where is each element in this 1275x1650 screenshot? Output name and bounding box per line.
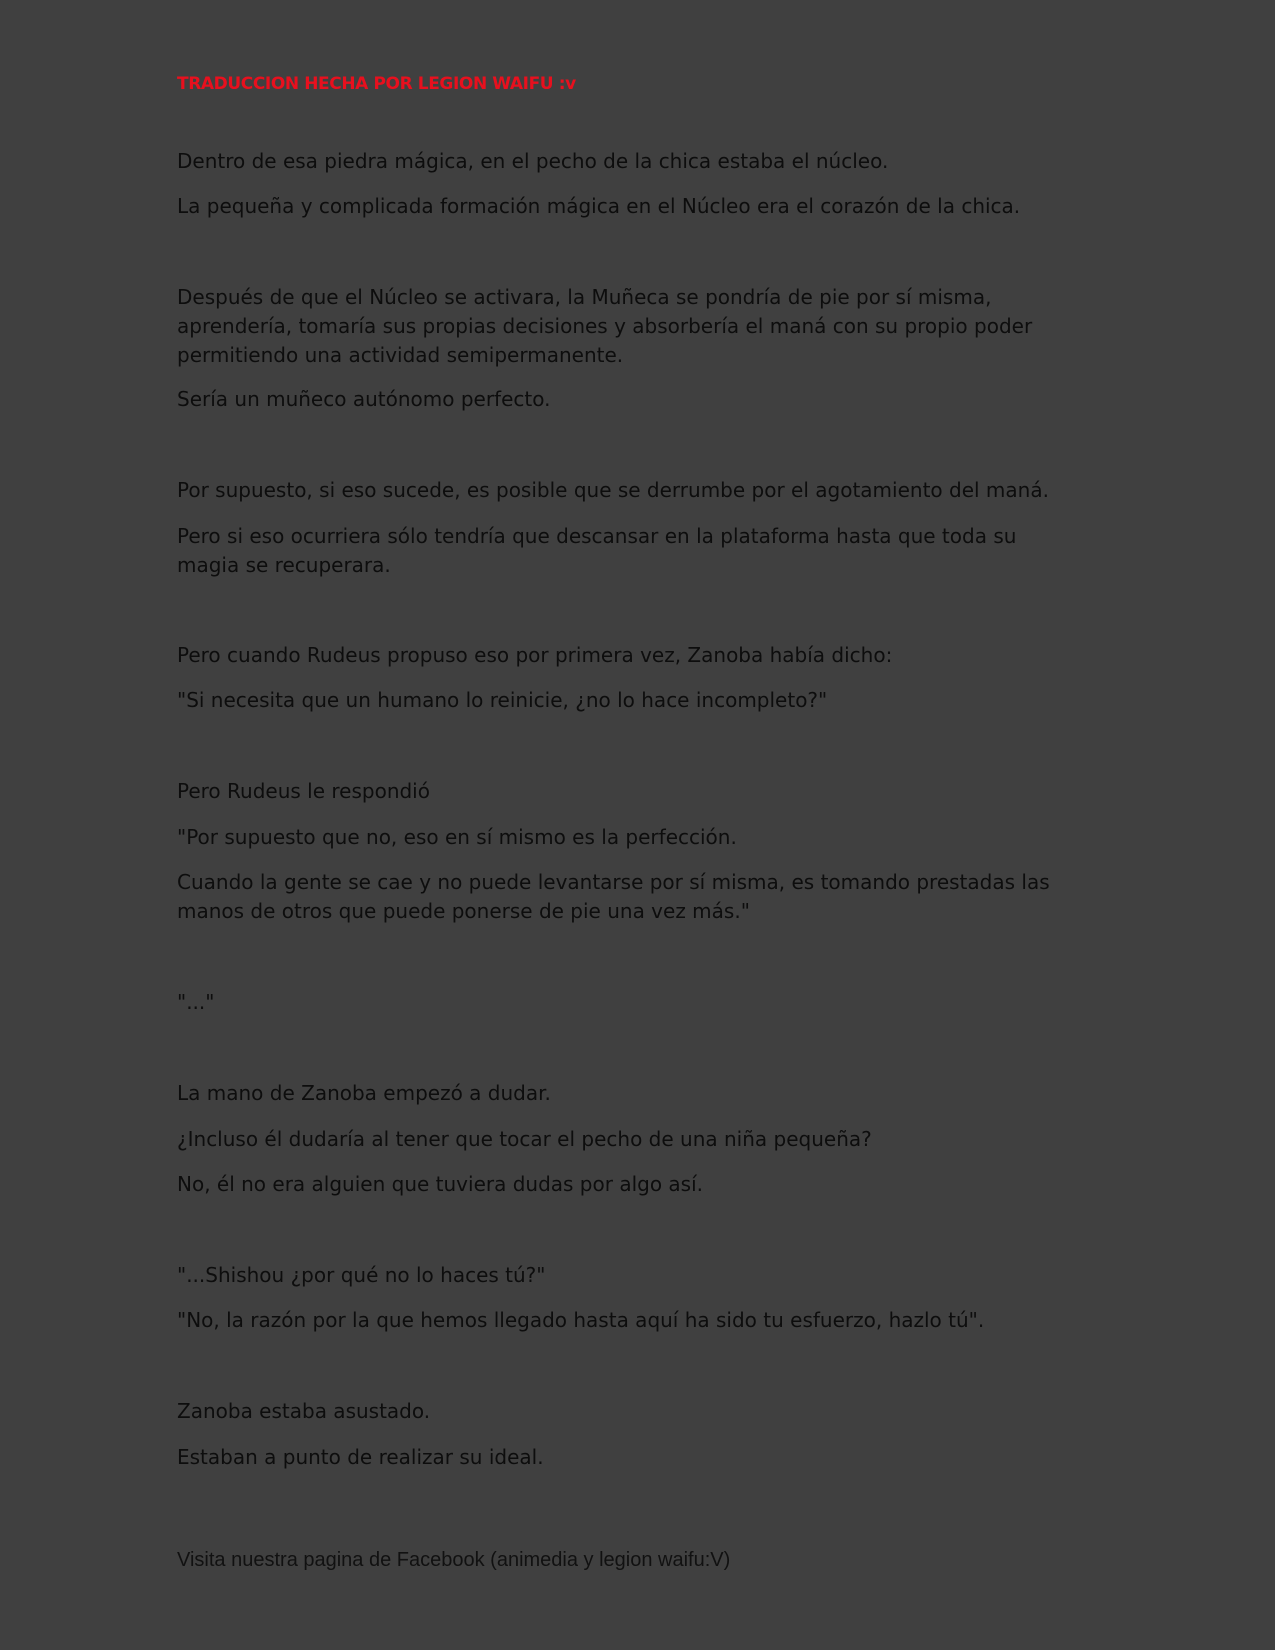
- paragraph: "...": [177, 990, 215, 1014]
- paragraph: "No, la razón por la que hemos llegado hasta aquí ha sido tu esfuerzo, hazlo tú".: [177, 1308, 985, 1332]
- document-page: [177, 0, 1097, 1650]
- paragraph: "...Shishou ¿por qué no lo haces tú?": [177, 1263, 546, 1287]
- paragraph: Dentro de esa piedra mágica, en el pecho de la chica estaba el núcleo.: [177, 149, 889, 173]
- paragraph: La pequeña y complicada formación mágica en el Núcleo era el corazón de la chica.: [177, 194, 1021, 218]
- facebook-footer-note: Visita nuestra pagina de Facebook (animedia y legion waifu:V): [177, 1549, 731, 1571]
- paragraph: Cuando la gente se cae y no puede levantarse por sí misma, es tomando prestadas las manos de otros que puede ponerse de pie una vez más.": [177, 870, 1050, 923]
- paragraph: Después de que el Núcleo se activara, la Muñeca se pondría de pie por sí misma, aprendería, tomaría sus propias decisiones y absorbería el maná con su propio poder permitiendo una actividad semipermanente.: [177, 285, 1033, 367]
- paragraph: Pero cuando Rudeus propuso eso por primera vez, Zanoba había dicho:: [177, 643, 893, 667]
- translation-credit: TRADUCCION HECHA POR LEGION WAIFU :v: [177, 74, 576, 94]
- paragraph: Por supuesto, si eso sucede, es posible que se derrumbe por el agotamiento del maná.: [177, 478, 1049, 502]
- paragraph: Zanoba estaba asustado.: [177, 1399, 431, 1423]
- paragraph: "Por supuesto que no, eso en sí mismo es la perfección.: [177, 825, 737, 849]
- paragraph: Pero Rudeus le respondió: [177, 779, 430, 803]
- paragraph: No, él no era alguien que tuviera dudas por algo así.: [177, 1172, 704, 1196]
- paragraph: Pero si eso ocurriera sólo tendría que descansar en la plataforma hasta que toda su magia se recuperara.: [177, 524, 1017, 577]
- paragraph: ¿Incluso él dudaría al tener que tocar el pecho de una niña pequeña?: [177, 1127, 872, 1151]
- paragraph: La mano de Zanoba empezó a dudar.: [177, 1081, 551, 1105]
- paragraph: Estaban a punto de realizar su ideal.: [177, 1445, 544, 1469]
- paragraph: "Si necesita que un humano lo reinicie, ¿no lo hace incompleto?": [177, 688, 828, 712]
- paragraph: Sería un muñeco autónomo perfecto.: [177, 387, 551, 411]
